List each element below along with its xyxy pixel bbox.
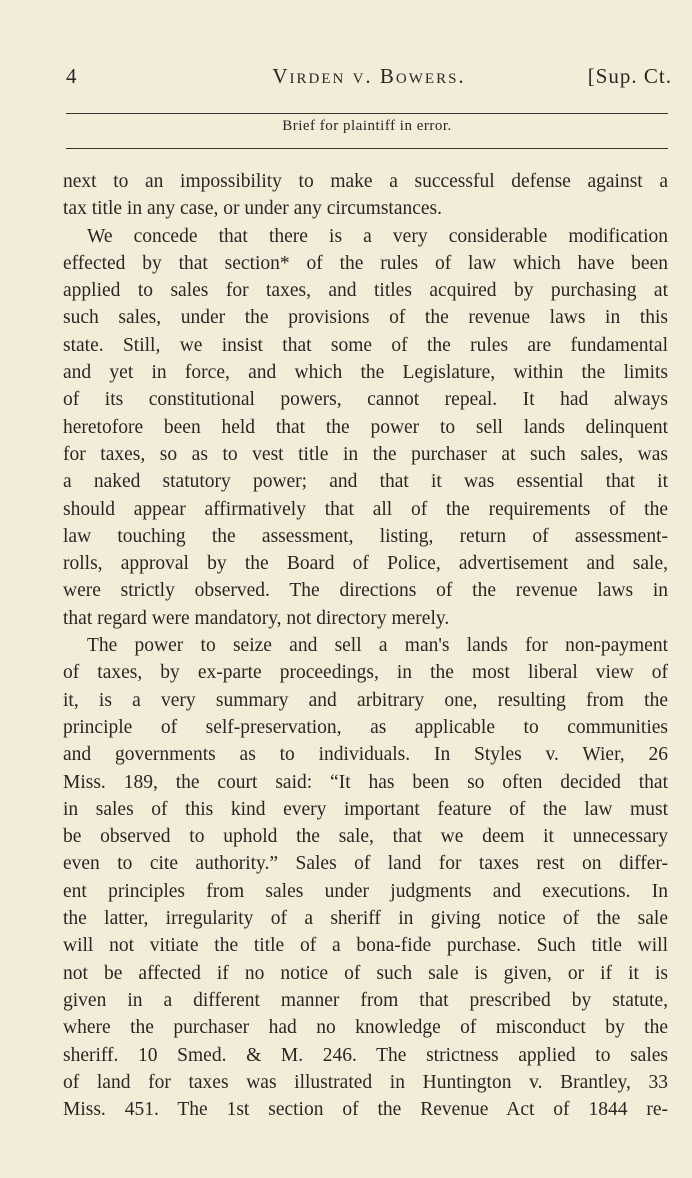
page-number: 4 xyxy=(66,64,78,88)
body-text xyxy=(63,168,668,1123)
text-line: will not vitiate the title of a bona-fide purchase. Such title will xyxy=(63,935,668,957)
text-line: rolls, approval by the Board of Police, advertisement and sale, xyxy=(63,553,668,575)
text-line: of its constitutional powers, cannot repeal. It had always xyxy=(63,389,668,411)
text-line: applied to sales for taxes, and titles acquired by purchasing at xyxy=(63,280,668,302)
text-line: We concede that there is a very considerable modification xyxy=(87,225,668,247)
text-line: and yet in force, and which the Legislature, within the limits xyxy=(63,362,668,384)
text-line: in sales of this kind every important feature of the law must xyxy=(63,798,668,820)
header-rule xyxy=(66,113,668,114)
text-line: principle of self-preservation, as applicable to communities xyxy=(63,716,668,738)
text-line: sheriff. 10 Smed. & M. 246. The strictness applied to sales xyxy=(63,1044,668,1066)
text-line: law touching the assessment, listing, return of assessment- xyxy=(63,525,668,547)
brief-subheading: Brief for plaintiff in error. xyxy=(282,118,452,134)
text-line: even to cite authority.” Sales of land for taxes rest on differ- xyxy=(63,853,668,875)
text-line: of land for taxes was illustrated in Huntington v. Brantley, 33 xyxy=(63,1071,668,1093)
subheading-rule xyxy=(66,148,668,149)
text-line: and governments as to individuals. In Styles v. Wier, 26 xyxy=(63,744,668,766)
court-mark: [Sup. Ct. xyxy=(587,64,672,88)
text-line: Miss. 451. The 1st section of the Revenue Act of 1844 re- xyxy=(63,1099,668,1121)
running-title: Virden v. Bowers. xyxy=(272,64,466,88)
text-line: ent principles from sales under judgments and executions. In xyxy=(63,880,668,902)
text-line: given in a different manner from that prescribed by statute, xyxy=(63,989,668,1011)
text-line: such sales, under the provisions of the revenue laws in this xyxy=(63,307,668,329)
text-line: heretofore been held that the power to sell lands delinquent xyxy=(63,416,668,438)
text-line: Miss. 189, the court said: “It has been so often decided that xyxy=(63,771,668,793)
text-line: be observed to uphold the sale, that we deem it unnecessary xyxy=(63,826,668,848)
text-line: a naked statutory power; and that it was essential that it xyxy=(63,471,668,493)
text-line: were strictly observed. The directions of the revenue laws in xyxy=(63,580,668,602)
text-line: state. Still, we insist that some of the rules are fundamental xyxy=(63,334,668,356)
text-line: effected by that section* of the rules of law which have been xyxy=(63,252,668,274)
text-line: the latter, irregularity of a sheriff in giving notice of the sale xyxy=(63,908,668,930)
text-line: next to an impossibility to make a successful defense against a xyxy=(63,171,668,192)
text-line: tax title in any case, or under any circumstances. xyxy=(63,198,443,220)
text-line: it, is a very summary and arbitrary one, resulting from the xyxy=(63,689,668,711)
text-line: that regard were mandatory, not directory merely. xyxy=(63,607,450,629)
text-line: of taxes, by ex-parte proceedings, in the most liberal view of xyxy=(63,662,668,684)
text-line: The power to seize and sell a man's lands for non-payment xyxy=(87,635,668,657)
text-line: should appear affirmatively that all of the requirements of the xyxy=(63,498,668,520)
text-line: not be affected if no notice of such sale is given, or if it is xyxy=(63,962,668,984)
text-line: for taxes, so as to vest title in the purchaser at such sales, was xyxy=(63,443,668,465)
page-header xyxy=(66,64,672,94)
text-line: where the purchaser had no knowledge of misconduct by the xyxy=(63,1017,668,1039)
